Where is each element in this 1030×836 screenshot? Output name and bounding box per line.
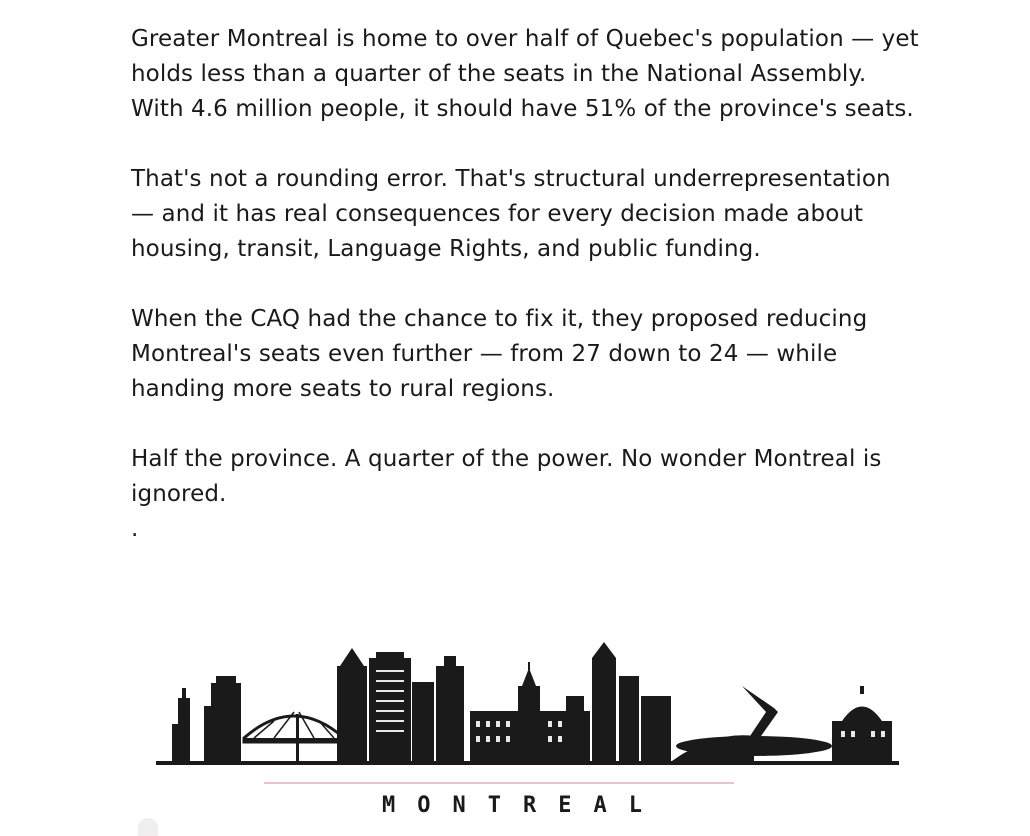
montreal-skyline-illustration	[114, 596, 914, 796]
post-paragraph-3: When the CAQ had the chance to fix it, they proposed reducing Montreal's seats even further — from 27 down to 24 — while handing more seats to rural regions.	[131, 306, 868, 402]
image-corner-badge	[138, 818, 158, 836]
post-image[interactable]	[114, 596, 914, 836]
trailing-dot: .	[131, 516, 139, 542]
post-paragraph-1: Greater Montreal is home to over half of Quebec's population — yet holds less than a quarter of the seats in the National Assembly. With 4.6 million people, it should have 51% of the province's seats.	[131, 26, 919, 122]
post-body	[131, 22, 921, 547]
post-paragraph-2: That's not a rounding error. That's structural underrepresentation — and it has real consequences for every decision made about housing, transit, Language Rights, and public funding.	[131, 166, 891, 262]
skyline-caption: MONTREAL	[382, 793, 664, 818]
post-paragraph-4: Half the province. A quarter of the power. No wonder Montreal is ignored.	[131, 446, 882, 507]
